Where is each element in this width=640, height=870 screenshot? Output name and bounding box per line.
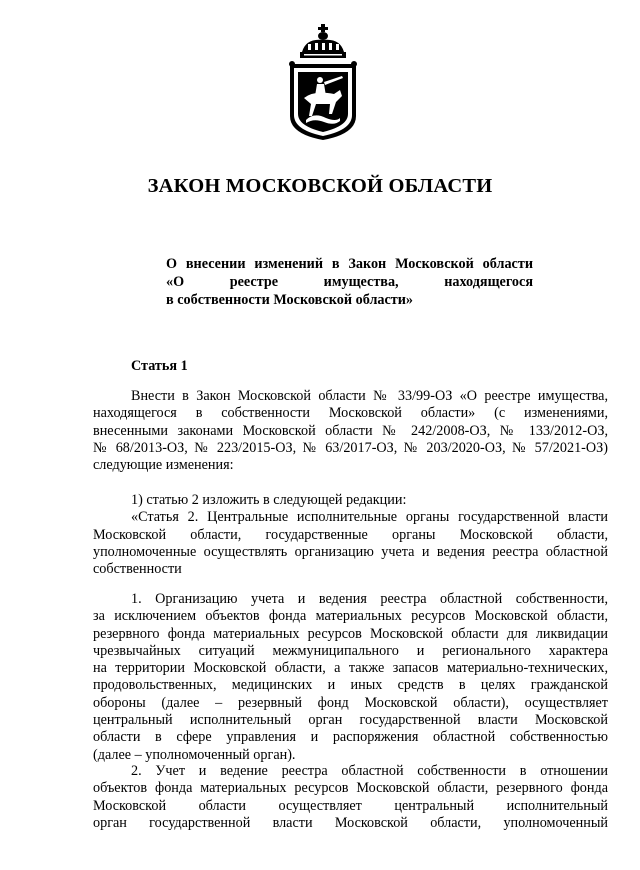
text-line: на территории Московской области, а также запасов материально-технических, — [93, 660, 608, 677]
subject-line: О внесении изменений в Закон Московской области — [166, 256, 533, 272]
text-line: орган государственной власти Московской области, уполномоченный — [93, 814, 608, 831]
text-line: 1) статью 2 изложить в следующей редакции: — [131, 492, 407, 508]
paragraph-1 — [93, 591, 608, 764]
text-line: внесенными законами Московской области № 242/2008-ОЗ, № 133/2012-ОЗ, — [93, 422, 608, 439]
law-subject — [166, 255, 533, 309]
text-line: Московской области осуществляет центральный исполнительный — [93, 797, 608, 814]
text-line: «Статья 2. Центральные исполнительные органы государственной власти — [131, 509, 608, 526]
paragraph-2 — [93, 763, 608, 832]
text-line: Внести в Закон Московской области № 33/99-ОЗ «О реестре имущества, — [131, 388, 608, 404]
text-line: продовольственных, медицинских и иных средств в целях гражданской — [93, 677, 608, 694]
text-line: следующие изменения: — [93, 457, 234, 474]
subject-line: «О реестре имущества, находящегося — [166, 274, 533, 290]
text-line: чрезвычайных ситуаций межмуниципального и регионального характера — [93, 642, 608, 659]
text-line: 1. Организацию учета и ведения реестра областной собственности, — [131, 591, 608, 607]
law-title: ЗАКОН МОСКОВСКОЙ ОБЛАСТИ — [147, 175, 493, 197]
intro-paragraph — [93, 388, 608, 474]
text-line: собственности — [93, 561, 182, 578]
text-line: резервного фонда материальных ресурсов Московской области для ликвидации — [93, 625, 608, 642]
item-1-paragraph — [93, 492, 608, 578]
text-line: Московской области, государственные органы Московской области, — [93, 526, 608, 543]
text-line: 2. Учет и ведение реестра областной собственности в отношении — [131, 763, 608, 779]
moscow-region-coat-of-arms-icon — [284, 24, 362, 142]
text-line: уполномоченные осуществлять организацию учета и ведения реестра областной — [93, 543, 608, 560]
text-line: находящегося в собственности Московской области» (с изменениями, — [93, 405, 608, 422]
subject-line: в собственности Московской области» — [166, 292, 414, 308]
text-line: центральный исполнительный орган государственной власти Московской — [93, 712, 608, 729]
text-line: обороны (далее – резервный фонд Московской области), осуществляет — [93, 694, 608, 711]
text-line: за исключением объектов фонда материальных ресурсов Московской области, — [93, 608, 608, 625]
text-line: № 68/2013-ОЗ, № 223/2015-ОЗ, № 63/2017-ОЗ, № 203/2020-ОЗ, № 57/2021-ОЗ) — [93, 439, 608, 456]
text-line: объектов фонда материальных ресурсов Московской области, резервного фонда — [93, 780, 608, 797]
text-line: области в сфере управления и распоряжения областной собственностью — [93, 729, 608, 746]
text-line: (далее – уполномоченный орган). — [93, 746, 296, 763]
article-heading: Статья 1 — [131, 358, 188, 374]
